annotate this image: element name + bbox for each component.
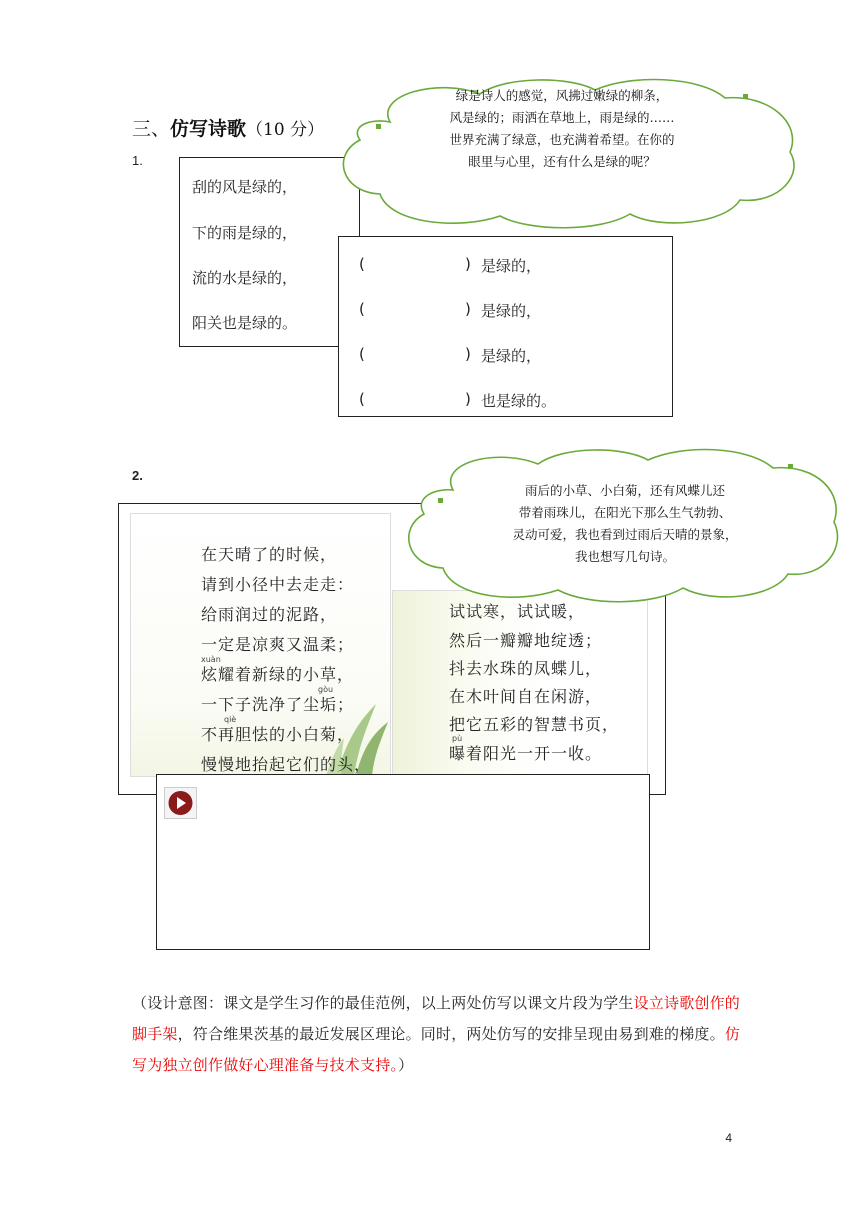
poem-line: 然后一瓣瓣地绽透； xyxy=(449,631,603,650)
poem-line: 一定是凉爽又温柔； xyxy=(201,635,355,654)
section-title xyxy=(132,114,324,141)
pinyin-annotation: gòu xyxy=(318,685,334,694)
fill-open-paren: ( xyxy=(359,390,365,408)
poem-line: 慢慢地抬起它们的头， xyxy=(201,755,372,774)
intent-text: ） xyxy=(398,1056,414,1074)
poem-line: 曝着阳光一开一收。 xyxy=(449,744,603,763)
section-main-title: 仿写诗歌 xyxy=(170,118,247,140)
play-icon xyxy=(165,788,196,818)
fill-blank[interactable] xyxy=(373,253,461,275)
fill-close-paren: ) xyxy=(465,345,471,363)
poem-line: 抖去水珠的凤蝶儿， xyxy=(449,659,603,678)
fill-blank[interactable] xyxy=(373,388,461,410)
example-line: 阳关也是绿的。 xyxy=(192,314,298,332)
fill-line-text: 也是绿的。 xyxy=(481,392,557,410)
cloud-line: 眼里与心里，还有什么是绿的呢？ xyxy=(468,154,656,169)
pinyin-annotation: pù xyxy=(452,734,463,743)
fill-line-text: 是绿的， xyxy=(481,302,542,320)
intent-highlight: 设立诗歌创作的脚手架 xyxy=(132,994,741,1043)
section-prefix: 三、 xyxy=(132,118,171,140)
design-intent-paragraph xyxy=(132,988,742,1081)
fill-close-paren: ) xyxy=(465,255,471,273)
cloud-line: 带着雨珠儿，在阳光下那么生气勃勃、 xyxy=(518,505,732,520)
poem-line: 在天晴了的时候， xyxy=(201,545,338,564)
cloud-line: 我也想写几句诗。 xyxy=(574,549,675,564)
example-line: 流的水是绿的， xyxy=(192,269,298,287)
fill-open-paren: ( xyxy=(359,300,365,318)
intent-text: ，符合维果茨基的最近发展区理论。同时，两处仿写的安排呈现由易到难的梯度。 xyxy=(177,1025,725,1043)
cloud-1-text xyxy=(392,85,732,173)
cloud-line: 灵动可爱，我也看到过雨后天晴的景象， xyxy=(512,527,738,542)
poem-line: 试试寒，试试暖， xyxy=(449,602,586,621)
poem-line: 不再胆怯的小白菊， xyxy=(201,725,355,744)
fill-close-paren: ) xyxy=(465,390,471,408)
section-score: （10 分） xyxy=(246,120,325,140)
fill-blank[interactable] xyxy=(373,343,461,365)
q1-fill-box xyxy=(338,236,673,417)
fill-open-paren: ( xyxy=(359,345,365,363)
fill-line-text: 是绿的， xyxy=(481,347,542,365)
poem-line: 在木叶间自在闲游， xyxy=(449,687,603,706)
play-button[interactable] xyxy=(164,787,197,819)
cloud-2-text xyxy=(450,480,800,568)
poem-image-left xyxy=(130,513,391,777)
poem-image-right xyxy=(392,590,648,777)
poem-line: 炫耀着新绿的小草， xyxy=(201,665,355,684)
cloud-line: 绿是诗人的感觉，风拂过嫩绿的柳条， xyxy=(455,88,669,103)
poem-line: 把它五彩的智慧书页， xyxy=(449,715,620,734)
q2-answer-box[interactable] xyxy=(156,774,650,950)
intent-text: （设计意图：课文是学生习作的最佳范例，以上两处仿写以课文片段为学生 xyxy=(132,994,634,1012)
intent-highlight: 仿写为独立创作做好心理准备与技术支持。 xyxy=(132,1025,741,1074)
fill-open-paren: ( xyxy=(359,255,365,273)
fill-line-text: 是绿的， xyxy=(481,257,542,275)
cloud-line: 风是绿的；雨洒在草地上，雨是绿的…… xyxy=(449,110,675,125)
example-line: 刮的风是绿的， xyxy=(192,178,298,196)
poem-line: 一下子洗净了尘垢； xyxy=(201,695,355,714)
example-line: 下的雨是绿的， xyxy=(192,224,298,242)
question-1-number: 1. xyxy=(132,153,143,168)
poem-line: 给雨润过的泥路， xyxy=(201,605,338,624)
fill-blank[interactable] xyxy=(373,298,461,320)
question-2-number: 2. xyxy=(132,468,143,483)
pinyin-annotation: qiè xyxy=(224,715,237,724)
cloud-line: 雨后的小草、小白菊，还有风蝶儿还 xyxy=(524,483,725,498)
fill-close-paren: ) xyxy=(465,300,471,318)
cloud-line: 世界充满了绿意，也充满着希望。在你的 xyxy=(449,132,675,147)
pinyin-annotation: xuàn xyxy=(201,655,221,664)
poem-line: 请到小径中去走走： xyxy=(201,575,355,594)
page-number: 4 xyxy=(725,1131,732,1145)
